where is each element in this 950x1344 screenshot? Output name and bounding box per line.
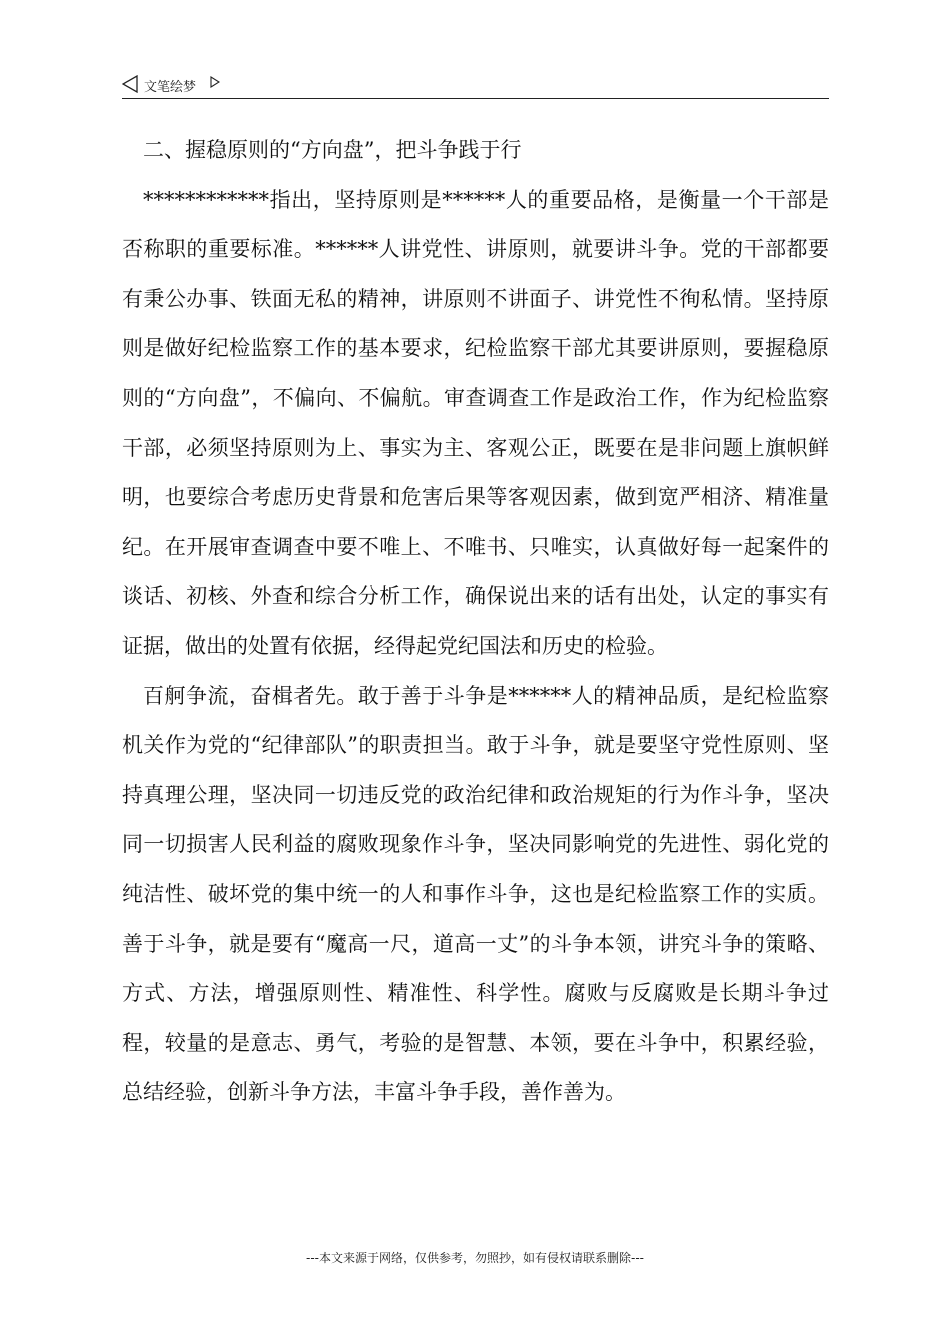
- section-heading: 二、握稳原则的“方向盘”，把斗争践于行: [143, 138, 522, 162]
- paragraph-1: ************指出，坚持原则是******人的重要品格，是衡量一个干部是否称职的重要标准。******人讲党性、讲原则，就要讲斗争。党的干部都要有秉公办事、铁面无私的精神，讲原则不讲面子、讲党性不徇私情。坚持原则是做好纪检监察工作的基本要求，纪检监察干部尤其要讲原则，要握稳原则的“方向盘”，不偏向、不偏航。审查调查工作是政治工作，作为纪检监察干部，必须坚持原则为上、事实为主、客观公正，既要在是非问题上旗帜鲜明，也要综合考虑历史背景和危害后果等客观因素，做到宽严相济、精准量纪。在开展审查调查中要不唯上、不唯书、只唯实，认真做好每一起案件的谈话、初核、外查和综合分析工作，确保说出来的话有出处，认定的事实有证据，做出的处置有依据，经得起党纪国法和历史的检验。: [122, 187, 829, 658]
- triangle-left-outline-icon: [122, 75, 138, 93]
- page-header: [122, 72, 829, 99]
- triangle-right-outline-icon: [210, 76, 220, 88]
- header-title: 文笔绘梦: [144, 80, 197, 95]
- paragraph-2: 百舸争流，奋楫者先。敢于善于斗争是******人的精神品质，是纪检监察机关作为党的“纪律部队”的职责担当。敢于斗争，就是要坚守党性原则、坚持真理公理，坚决同一切违反党的政治纪律和政治规矩的行为作斗争，坚决同一切损害人民利益的腐败现象作斗争，坚决同影响党的先进性、弱化党的纯洁性、破坏党的集中统一的人和事作斗争，这也是纪检监察工作的实质。善于斗争，就是要有“魔高一尺，道高一丈”的斗争本领，讲究斗争的策略、方式、方法，增强原则性、精准性、科学性。腐败与反腐败是长期斗争过程，较量的是意志、勇气，考验的是智慧、本领，要在斗争中，积累经验，总结经验，创新斗争方法，丰富斗争手段，善作善为。: [122, 683, 829, 1105]
- footer-disclaimer: ---本文来源于网络，仅供参考，勿照抄，如有侵权请联系删除---: [306, 1251, 644, 1265]
- document-body: [122, 126, 829, 1118]
